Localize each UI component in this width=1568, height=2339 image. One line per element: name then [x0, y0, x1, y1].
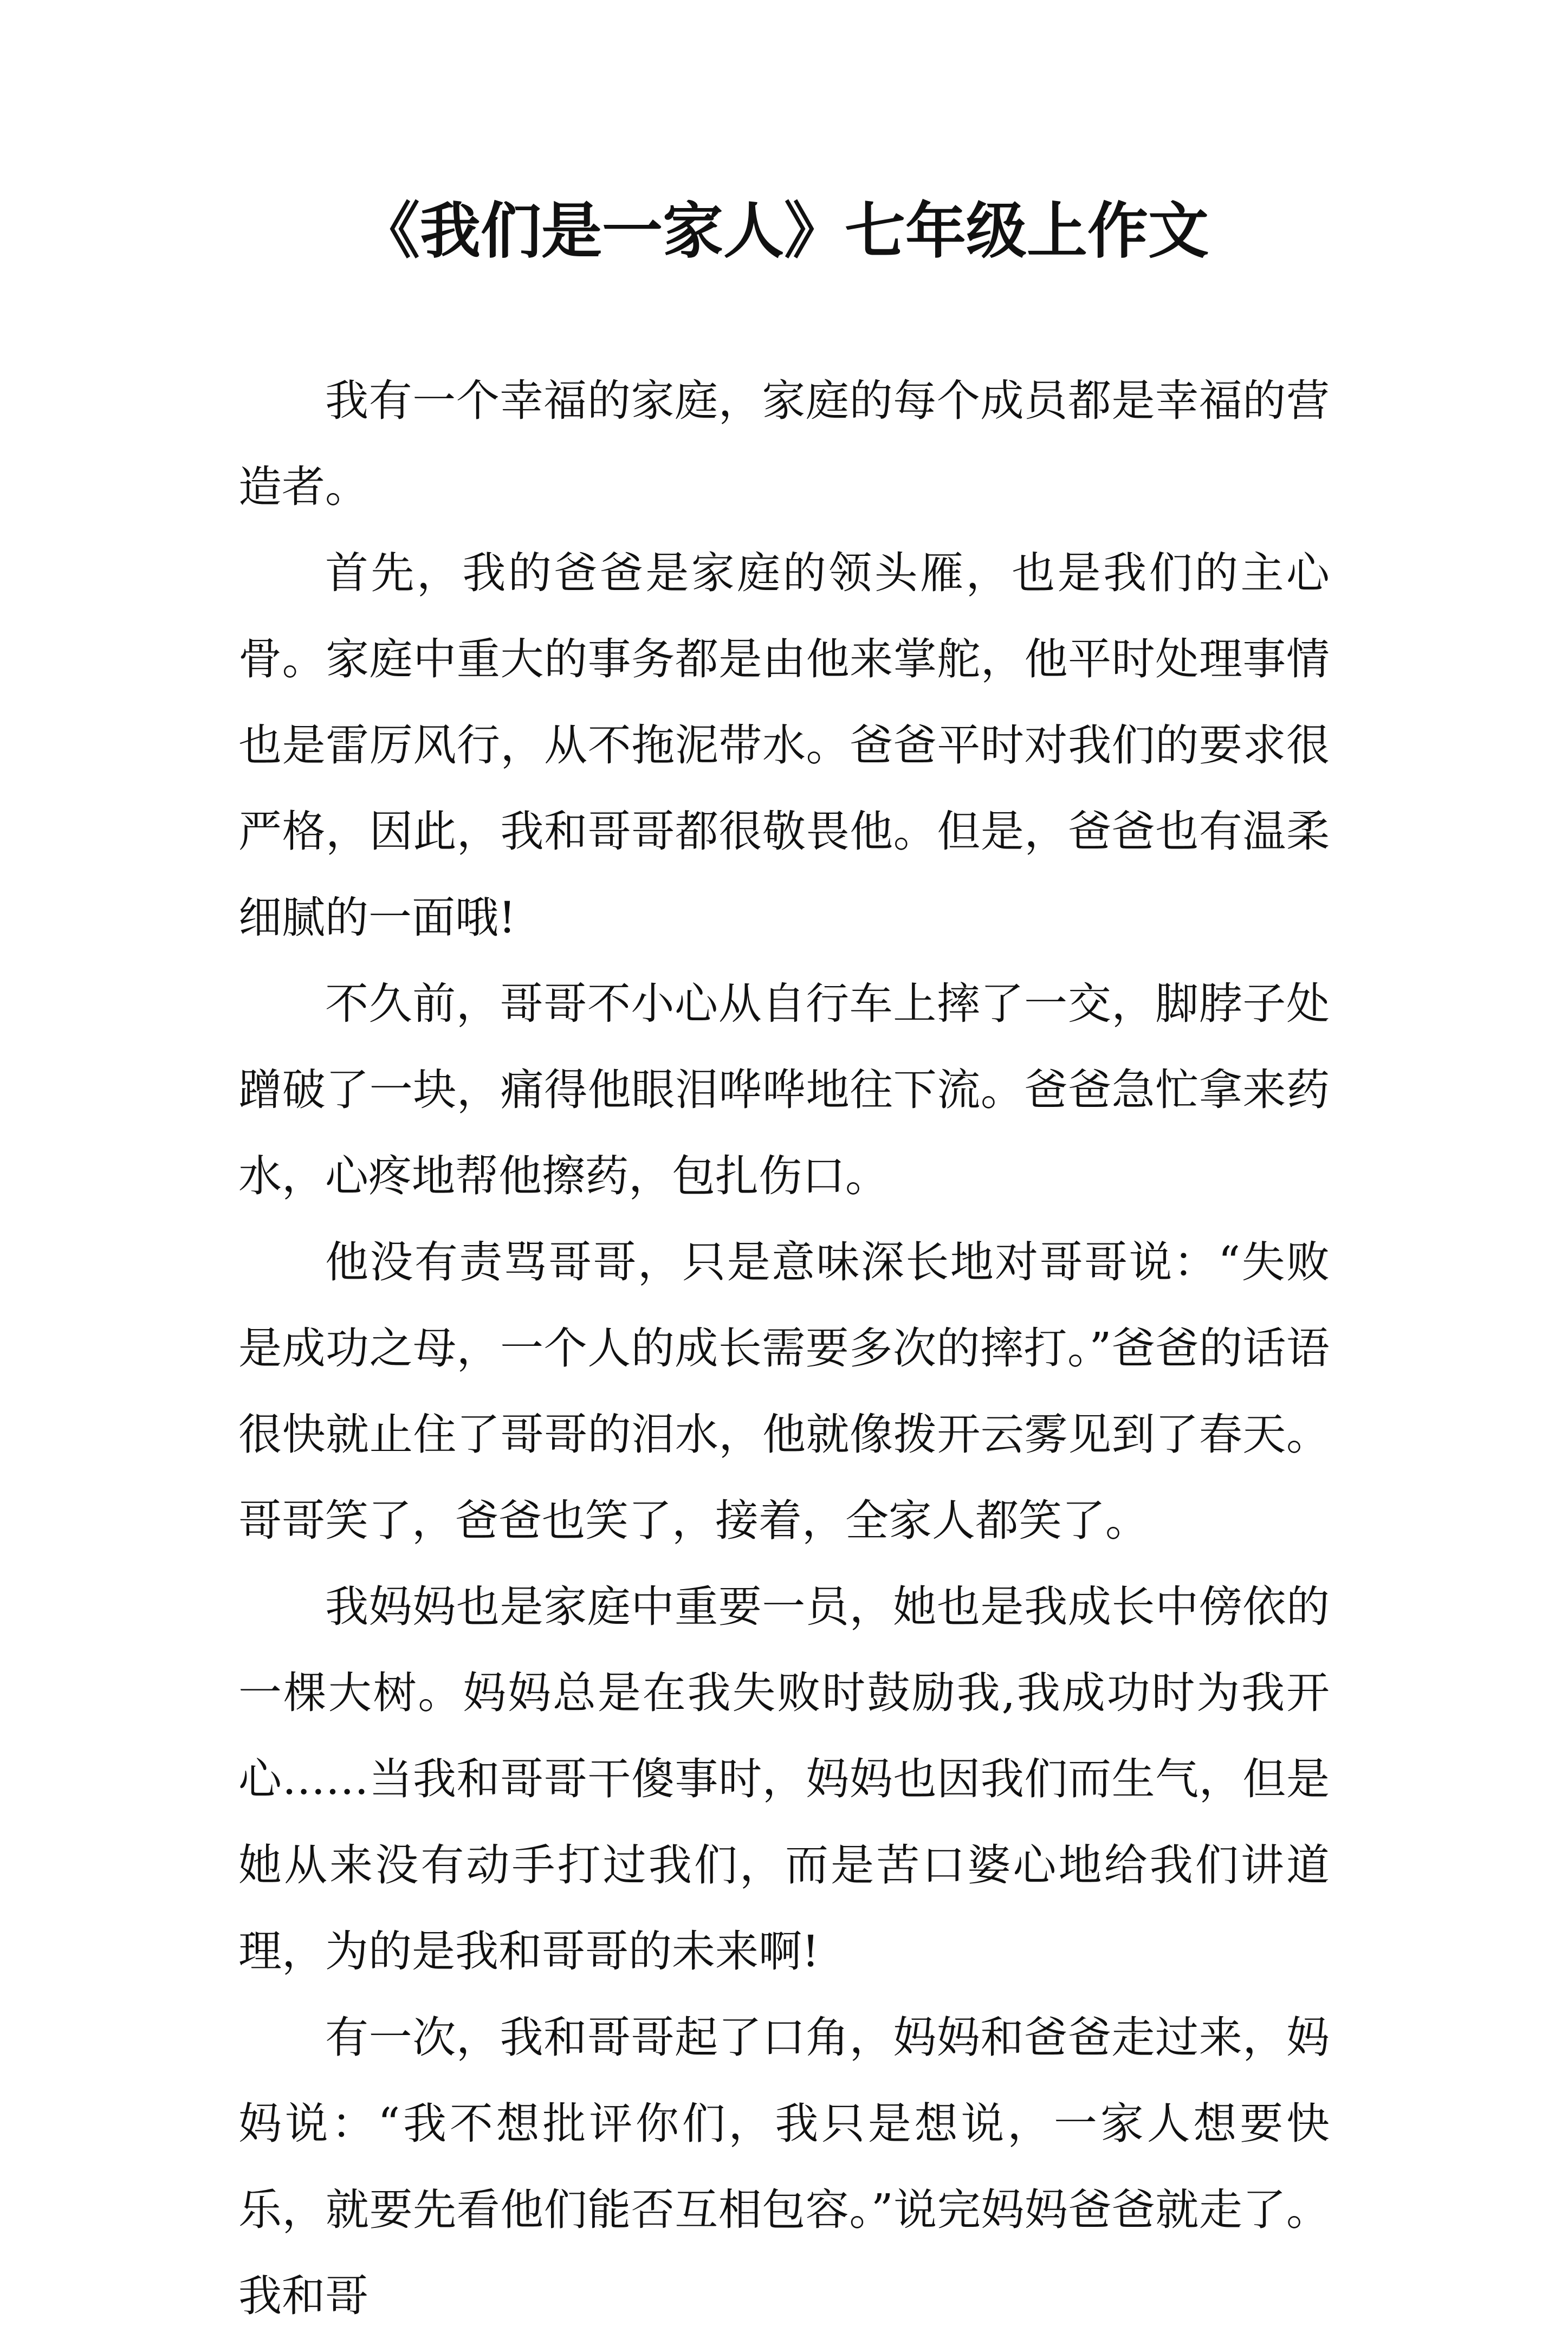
paragraph-father: 首先，我的爸爸是家庭的领头雁，也是我们的主心骨。家庭中重大的事务都是由他来掌舵，他平时处理事情也是雷厉风行，从不拖泥带水。爸爸平时对我们的要求很严格，因此，我和哥哥都很敬畏他。但是，爸爸也有温柔细腻的一面哦! — [238, 548, 1330, 943]
paragraph-brother-fall: 不久前，哥哥不小心从自行车上摔了一交，脚脖子处蹭破了一块，痛得他眼泪哗哗地往下流。爸爸急忙拿来药水，心疼地帮他擦药，包扎伤口。 — [238, 979, 1330, 1201]
document-body — [238, 358, 1330, 2339]
paragraph-intro: 我有一个幸福的家庭，家庭的每个成员都是幸福的营造者。 — [238, 375, 1330, 512]
paragraph-mother: 我妈妈也是家庭中重要一员，她也是我成长中傍依的一棵大树。妈妈总是在我失败时鼓励我,我成功时为我开心……当我和哥哥干傻事时，妈妈也因我们而生气，但是她从来没有动手打过我们，而是苦口婆心地给我们讲道理，为的是我和哥哥的未来啊! — [238, 1582, 1330, 1977]
paragraph-quarrel: 有一次，我和哥哥起了口角，妈妈和爸爸走过来，妈妈说：“我不想批评你们，我只是想说，一家人想要快乐，就要先看他们能否互相包容。”说完妈妈爸爸就走了。我和哥 — [238, 2012, 1330, 2321]
paragraph-father-words: 他没有责骂哥哥，只是意味深长地对哥哥说：“失败是成功之母，一个人的成长需要多次的摔打。”爸爸的话语很快就止住了哥哥的泪水，他就像拨开云雾见到了春天。哥哥笑了，爸爸也笑了，接着，全家人都笑了。 — [238, 1237, 1330, 1546]
document-title: 《我们是一家人》七年级上作文 — [359, 196, 1209, 267]
